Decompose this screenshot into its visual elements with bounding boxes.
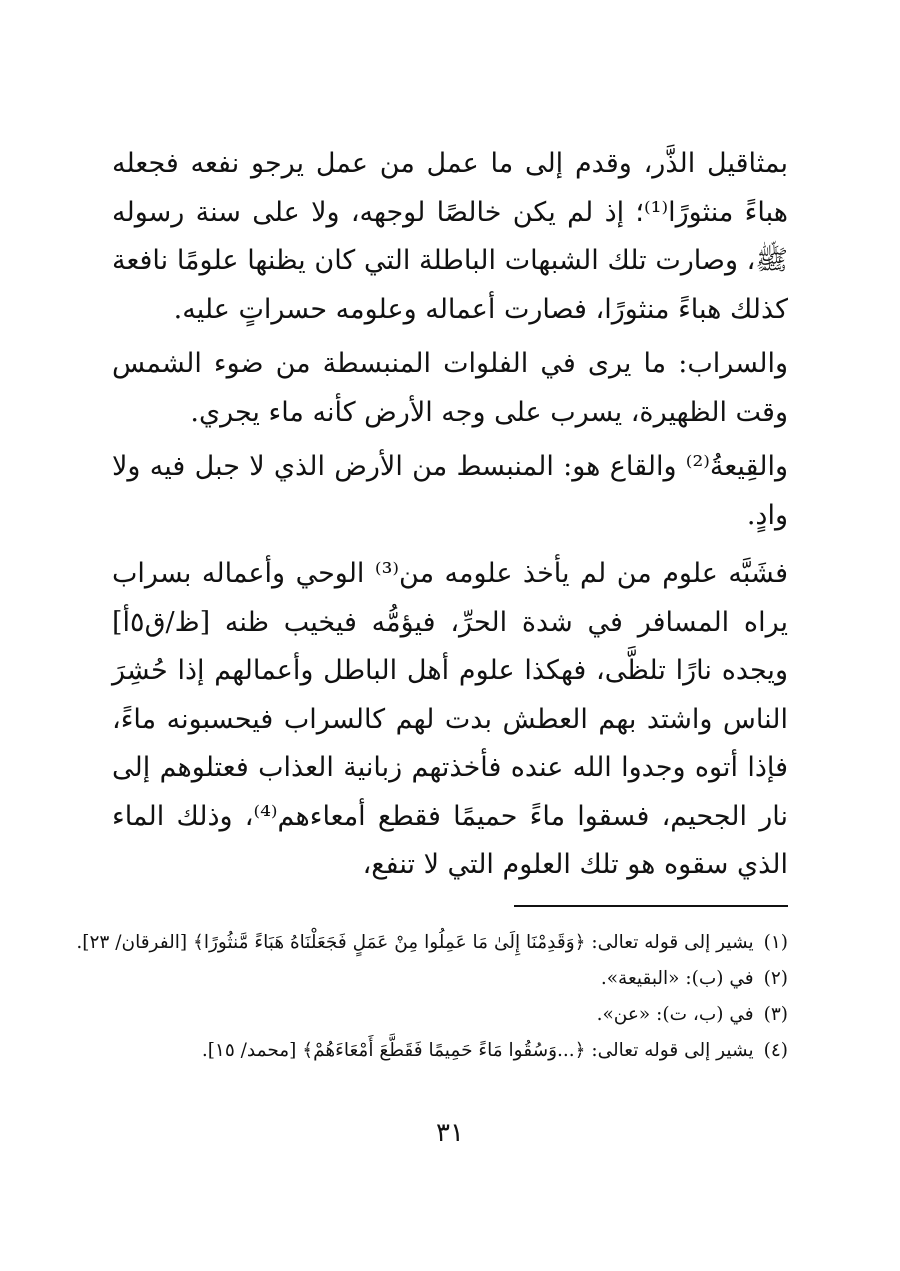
- paragraph: بمثاقيل الذَّر، وقدم إلى ما عمل من عمل يرجو نفعه فجعله هباءً منثورًا⁽¹⁾؛ إذ لم يكن خالصًا لوجهه، ولا على سنة رسوله ﷺ، وصارت تلك الشبهات الباطلة التي كان يظنها علومًا نافعة كذلك هباءً منثورًا، فصارت أعماله وعلومه حسراتٍ عليه.: [112, 148, 788, 325]
- footnote-divider: [514, 905, 788, 907]
- page-number: ٣١: [436, 1118, 464, 1148]
- footnote-text: في (ب، ت): «عن».: [596, 1004, 754, 1025]
- footnote-number: (٤): [763, 1040, 788, 1061]
- paragraph: فشَبَّه علوم من لم يأخذ علومه من⁽³⁾ الوحي وأعماله بسراب يراه المسافر في شدة الحرِّ، فيؤمُّه فيخيب ظنه [ظ/ق٥أ] ويجده نارًا تلظَّى، فهكذا علوم أهل الباطل وأعمالهم إذا حُشِرَ الناس واشتد بهم العطش بدت لهم كالسراب فيحسبونه ماءً، فإذا أتوه وجدوا الله عنده فأخذتهم زبانية العذاب فعتلوهم إلى نار الجحيم، فسقوا ماءً حميمًا فقطع أمعاءهم⁽⁴⁾، وذلك الماء الذي سقوه هو تلك العلوم التي لا تنفع،: [112, 558, 788, 880]
- footnote-item: [112, 997, 788, 1033]
- footnote-number: (٢): [763, 968, 788, 989]
- footnote-item: [112, 961, 788, 997]
- footnote-text: يشير إلى قوله تعالى: ﴿...وَسُقُوا مَاءً حَمِيمًا فَقَطَّعَ أَمْعَاءَهُمْ﴾ [محمد/ ١٥].: [201, 1040, 754, 1061]
- footnote-number: (١): [763, 932, 788, 953]
- footnote-item: [112, 1033, 788, 1069]
- footnotes: [76, 925, 788, 1069]
- footnote-number: (٣): [763, 1004, 788, 1025]
- main-text: [112, 140, 788, 896]
- footnote-item: [76, 925, 788, 961]
- paragraph: والقِيعةُ⁽²⁾ والقاع هو: المنبسط من الأرض الذي لا جبل فيه ولا وادٍ.: [112, 451, 788, 531]
- footnote-text: في (ب): «البقيعة».: [600, 968, 754, 989]
- footnote-text: يشير إلى قوله تعالى: ﴿وَقَدِمْنَا إِلَىٰ مَا عَمِلُوا مِنْ عَمَلٍ فَجَعَلْنَاهُ هَبَاءً مَّنثُورًا﴾ [الفرقان/ ٢٣].: [76, 932, 754, 953]
- paragraph: والسراب: ما يرى في الفلوات المنبسطة من ضوء الشمس وقت الظهيرة، يسرب على وجه الأرض كأنه ماء يجري.: [112, 348, 788, 428]
